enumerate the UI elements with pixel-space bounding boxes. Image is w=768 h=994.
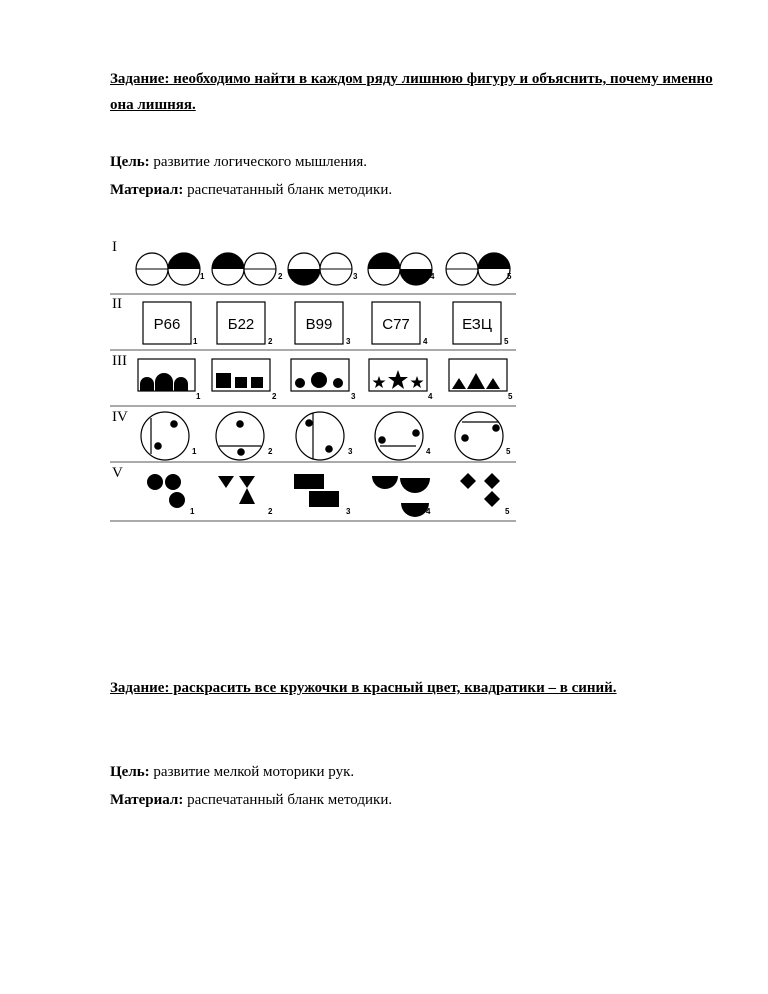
item-number: 5 [504, 337, 509, 346]
item-number: 2 [278, 272, 283, 281]
task-1-material [110, 180, 392, 200]
item-number: 5 [508, 392, 513, 401]
row-5-item-5 [460, 473, 500, 507]
row-1-item-4 [368, 253, 432, 285]
goal-text: развитие логического мышления. [149, 154, 368, 170]
item-number: 4 [428, 392, 433, 401]
material-text: распечатанный бланк методики. [183, 182, 393, 198]
row-3-item-3 [291, 359, 349, 391]
code-label: ЕЗЦ [462, 316, 492, 333]
row-5-item-1 [147, 474, 185, 508]
row-4-item-1 [141, 412, 189, 460]
item-number: 4 [423, 337, 428, 346]
row-4-item-5 [455, 412, 503, 460]
item-number: 2 [268, 507, 273, 516]
row-numeral: III [112, 353, 127, 369]
row-1-item-3 [288, 253, 352, 285]
row-5-item-2 [218, 476, 255, 504]
code-label: В99 [305, 316, 333, 333]
item-number: 3 [348, 447, 353, 456]
odd-one-out-figure [110, 232, 520, 524]
material-label: Материал: [110, 182, 184, 198]
row-3-item-2 [212, 359, 270, 391]
item-number: 2 [268, 447, 273, 456]
row-1-item-5 [446, 253, 510, 285]
task-1-heading: Задание: необходимо найти в каждом ряду лишнюю фигуру и объяснить, почему именно она лишняя. [110, 71, 713, 113]
row-5-item-3 [294, 474, 339, 507]
item-number: 3 [353, 272, 358, 281]
task-2-goal [110, 762, 354, 782]
item-number: 1 [192, 447, 197, 456]
goal-text: развитие мелкой моторики рук. [149, 764, 355, 780]
row-numeral: IV [112, 409, 128, 425]
item-number: 3 [351, 392, 356, 401]
item-number: 1 [196, 392, 201, 401]
item-number: 5 [507, 272, 512, 281]
row-1-item-1 [136, 253, 200, 285]
item-number: 1 [190, 507, 195, 516]
row-numeral: I [112, 239, 117, 255]
task-2-heading: Задание: раскрасить все кружочки в красный цвет, квадратики – в синий. [110, 680, 617, 696]
item-number: 5 [505, 507, 510, 516]
item-number: 4 [426, 447, 431, 456]
row-1-item-2 [212, 253, 276, 285]
row-numeral: V [112, 465, 123, 481]
item-number: 1 [193, 337, 198, 346]
row-3-item-5 [449, 359, 507, 391]
goal-label: Цель: [110, 154, 150, 170]
row-5-item-4 [372, 476, 430, 517]
material-label: Материал: [110, 792, 184, 808]
item-number: 3 [346, 337, 351, 346]
item-number: 3 [346, 507, 351, 516]
row-3-item-1 [138, 359, 195, 391]
item-number: 1 [200, 272, 205, 281]
row-4-item-3 [296, 412, 344, 460]
item-number: 4 [430, 272, 435, 281]
item-number: 4 [426, 507, 431, 516]
row-3-item-4 [369, 359, 427, 391]
row-4-item-2 [216, 412, 264, 460]
goal-label: Цель: [110, 764, 150, 780]
material-text: распечатанный бланк методики. [183, 792, 393, 808]
code-label: Р66 [153, 316, 181, 333]
row-numeral: II [112, 296, 122, 312]
task-1-goal [110, 152, 367, 172]
item-number: 5 [506, 447, 511, 456]
code-label: Б22 [227, 316, 255, 333]
item-number: 2 [272, 392, 277, 401]
code-label: С77 [382, 316, 410, 333]
task-2-material [110, 790, 392, 810]
item-number: 2 [268, 337, 273, 346]
row-4-item-4 [375, 412, 423, 460]
